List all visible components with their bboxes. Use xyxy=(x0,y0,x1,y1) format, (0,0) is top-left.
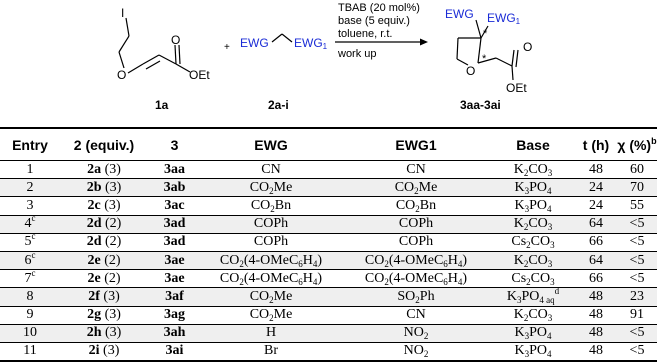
header-entry: Entry xyxy=(0,128,60,161)
cell-equiv: 2c (3) xyxy=(60,197,148,215)
cell-yield: <5 xyxy=(617,342,657,361)
table-body xyxy=(0,161,657,362)
cell-time: 48 xyxy=(575,288,617,306)
cell-ewg: $CO_2Me$ xyxy=(201,179,341,197)
cell-entry: 11 xyxy=(0,342,60,361)
cell-ewg: COPh xyxy=(201,215,341,233)
cell-product: 3ag xyxy=(148,306,201,324)
reactant-2-bonds xyxy=(272,34,292,42)
cell-entry: 7$^c$ xyxy=(0,270,60,288)
table-row xyxy=(0,288,657,306)
cell-yield: 60 xyxy=(617,161,657,179)
cell-yield: 70 xyxy=(617,179,657,197)
cell-entry: 6$^c$ xyxy=(0,251,60,269)
cell-ewg1: $SO_2Ph$ xyxy=(341,288,491,306)
header-yield-footnote: b xyxy=(651,135,657,146)
table-row xyxy=(0,342,657,361)
cell-product: 3ae xyxy=(148,270,201,288)
table-header-row xyxy=(0,128,657,161)
cell-product: 3aa xyxy=(148,161,201,179)
reactant-1a-ether-o: O xyxy=(117,68,127,82)
reactant-1a-iodine: I xyxy=(121,6,125,20)
cell-product: 3ad xyxy=(148,215,201,233)
table-row xyxy=(0,306,657,324)
product-ewg1: EWG1 xyxy=(487,11,521,26)
cell-entry: 9 xyxy=(0,306,60,324)
table-row xyxy=(0,251,657,269)
header-product: 3 xyxy=(148,128,201,161)
cell-yield: 91 xyxy=(617,306,657,324)
cell-ewg1: CN xyxy=(341,306,491,324)
cell-time: 64 xyxy=(575,215,617,233)
cell-equiv: 2f (3) xyxy=(60,288,148,306)
header-ewg: EWG xyxy=(201,128,341,161)
condition-base: base (5 equiv.) xyxy=(338,15,410,27)
cell-time: 48 xyxy=(575,324,617,342)
header-ewg1: EWG1 xyxy=(341,128,491,161)
cell-equiv: 2g (3) xyxy=(60,306,148,324)
cell-base: $K_2CO_3$ xyxy=(491,215,575,233)
product-stereo-star-2: * xyxy=(482,53,487,65)
cell-time: 48 xyxy=(575,306,617,324)
cell-base: $Cs_2CO_3$ xyxy=(491,270,575,288)
table-row xyxy=(0,161,657,179)
cell-product: 3ac xyxy=(148,197,201,215)
cell-time: 66 xyxy=(575,270,617,288)
cell-equiv: 2a (3) xyxy=(60,161,148,179)
cell-base: $K_3PO_4$ xyxy=(491,324,575,342)
header-equiv: 2 (equiv.) xyxy=(60,128,148,161)
cell-yield: <5 xyxy=(617,251,657,269)
cell-yield: 23 xyxy=(617,288,657,306)
plus-sign: + xyxy=(224,42,230,53)
cell-product: 3af xyxy=(148,288,201,306)
cell-ewg: H xyxy=(201,324,341,342)
cell-time: 48 xyxy=(575,161,617,179)
cell-entry: 8 xyxy=(0,288,60,306)
cell-ewg: Br xyxy=(201,342,341,361)
cell-yield: <5 xyxy=(617,324,657,342)
cell-product: 3ah xyxy=(148,324,201,342)
cell-yield: <5 xyxy=(617,270,657,288)
cell-ewg: $CO_2(4-OMeC_6H_4)$ xyxy=(201,270,341,288)
reactant-2-ewg1: EWG1 xyxy=(294,36,328,51)
results-table xyxy=(0,127,657,362)
cell-equiv: 2h (3) xyxy=(60,324,148,342)
cell-ewg1: $CO_2(4-OMeC_6H_4)$ xyxy=(341,270,491,288)
cell-ewg1: $CO_2Bn$ xyxy=(341,197,491,215)
cell-base: $Cs_2CO_3$ xyxy=(491,233,575,251)
cell-base: $K_2CO_3$ xyxy=(491,251,575,269)
cell-base: $K_2CO_3$ xyxy=(491,161,575,179)
cell-base: $K_2CO_3$ xyxy=(491,306,575,324)
cell-ewg: COPh xyxy=(201,233,341,251)
cell-ewg1: COPh xyxy=(341,215,491,233)
cell-ewg1: $CO_2(4-OMeC_6H_4)$ xyxy=(341,251,491,269)
reaction-scheme xyxy=(0,0,657,120)
cell-equiv: 2e (2) xyxy=(60,251,148,269)
cell-ewg: $CO_2Me$ xyxy=(201,306,341,324)
cell-time: 24 xyxy=(575,197,617,215)
product-ester-oet: OEt xyxy=(506,81,527,95)
cell-base: $K_3PO_4$ xyxy=(491,197,575,215)
header-yield-label: χ (%) xyxy=(617,136,652,153)
cell-ewg: $CO_2Me$ xyxy=(201,288,341,306)
cell-ewg: $CO_2Bn$ xyxy=(201,197,341,215)
product-carbonyl-o: O xyxy=(523,40,533,54)
reactant-1a-ester-oet: OEt xyxy=(189,68,210,82)
header-yield xyxy=(617,128,657,161)
cell-ewg: $CO_2(4-OMeC_6H_4)$ xyxy=(201,251,341,269)
cell-yield: <5 xyxy=(617,215,657,233)
cell-product: 3ab xyxy=(148,179,201,197)
cell-time: 66 xyxy=(575,233,617,251)
cell-base: $K_3PO_{4 aq}^d$ xyxy=(491,288,575,306)
header-base: Base xyxy=(491,128,575,161)
cell-yield: 55 xyxy=(617,197,657,215)
product-ewg: EWG xyxy=(445,7,474,21)
cell-entry: 10 xyxy=(0,324,60,342)
reactant-2-ewg: EWG xyxy=(240,36,269,50)
cell-entry: 5$^c$ xyxy=(0,233,60,251)
cell-equiv: 2d (2) xyxy=(60,233,148,251)
product-stereo-star-1: * xyxy=(483,28,488,40)
table-row xyxy=(0,179,657,197)
cell-time: 48 xyxy=(575,342,617,361)
table-row xyxy=(0,324,657,342)
condition-catalyst: TBAB (20 mol%) xyxy=(338,2,420,14)
cell-equiv: 2b (3) xyxy=(60,179,148,197)
table-row xyxy=(0,215,657,233)
cell-equiv: 2i (3) xyxy=(60,342,148,361)
reactant-1a-label: 1a xyxy=(155,98,169,112)
cell-ewg: CN xyxy=(201,161,341,179)
condition-solvent: toluene, r.t. xyxy=(338,28,393,40)
cell-equiv: 2d (2) xyxy=(60,215,148,233)
cell-ewg1: CN xyxy=(341,161,491,179)
cell-product: 3ad xyxy=(148,233,201,251)
cell-product: 3ae xyxy=(148,251,201,269)
cell-base: $K_3PO_4$ xyxy=(491,342,575,361)
cell-ewg1: $CO_2Me$ xyxy=(341,179,491,197)
cell-yield: <5 xyxy=(617,233,657,251)
header-time: t (h) xyxy=(575,128,617,161)
product-ring-o: O xyxy=(466,64,476,78)
cell-ewg1: $NO_2$ xyxy=(341,342,491,361)
cell-time: 64 xyxy=(575,251,617,269)
product-label: 3aa-3ai xyxy=(460,98,501,112)
reactant-1a-carbonyl-o: O xyxy=(171,33,181,47)
cell-ewg1: COPh xyxy=(341,233,491,251)
cell-time: 24 xyxy=(575,179,617,197)
cell-entry: 1 xyxy=(0,161,60,179)
cell-base: $K_3PO_4$ xyxy=(491,179,575,197)
cell-product: 3ai xyxy=(148,342,201,361)
condition-workup: work up xyxy=(338,48,377,60)
table-row xyxy=(0,197,657,215)
table-row xyxy=(0,233,657,251)
reactant-2-label: 2a-i xyxy=(268,98,289,112)
cell-equiv: 2e (2) xyxy=(60,270,148,288)
cell-entry: 2 xyxy=(0,179,60,197)
cell-entry: 3 xyxy=(0,197,60,215)
cell-ewg1: $NO_2$ xyxy=(341,324,491,342)
cell-entry: 4$^c$ xyxy=(0,215,60,233)
